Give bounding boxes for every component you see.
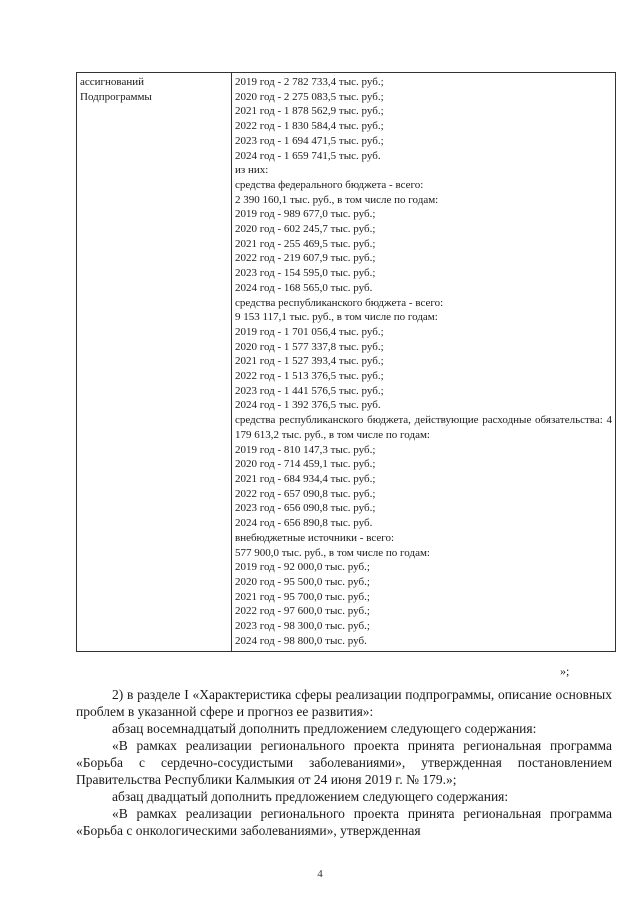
table-value-line: 2023 год - 1 441 576,5 тыс. руб.;	[235, 384, 384, 397]
table-value-line: 2020 год - 714 459,1 тыс. руб.;	[235, 458, 376, 471]
table-value-line: 2021 год - 1 527 393,4 тыс. руб.;	[235, 355, 384, 368]
table-value-line: 2021 год - 95 700,0 тыс. руб.;	[235, 590, 370, 603]
table-value-line: средства республиканского бюджета, действующие расходные обязательства: 4 179 613,2 тыс. руб., в том числе по годам:	[235, 414, 612, 441]
table-value-line: 2024 год - 1 392 376,5 тыс. руб.	[235, 399, 381, 412]
table-row	[77, 73, 616, 652]
table-value-line: 9 153 117,1 тыс. руб., в том числе по годам:	[235, 311, 438, 324]
table-value-line: 2022 год - 657 090,8 тыс. руб.;	[235, 487, 376, 500]
table-value-line: 2023 год - 154 595,0 тыс. руб.;	[235, 267, 376, 280]
table-value-line: 2021 год - 1 878 562,9 тыс. руб.;	[235, 105, 384, 118]
paragraph-instruction: абзац восемнадцатый дополнить предложением следующего содержания:	[112, 721, 537, 736]
table-value-line: 2019 год - 92 000,0 тыс. руб.;	[235, 561, 370, 574]
table-value-line: из них:	[235, 164, 269, 177]
table-value-line: 2 390 160,1 тыс. руб., в том числе по годам:	[235, 193, 439, 206]
table-value-line: 2019 год - 1 701 056,4 тыс. руб.;	[235, 325, 384, 338]
table-label-cell	[77, 73, 232, 652]
table-value-line: 2019 год - 2 782 733,4 тыс. руб.;	[235, 76, 384, 88]
table-value-line: 2024 год - 168 565,0 тыс. руб.	[235, 281, 373, 294]
table-label-line: ассигнований	[80, 76, 145, 88]
table-value-line: 2020 год - 2 275 083,5 тыс. руб.;	[235, 90, 384, 103]
table-value-line: 2024 год - 1 659 741,5 тыс. руб.	[235, 149, 381, 162]
table-label-line: Подпрограммы	[80, 90, 152, 103]
quote-close: »;	[560, 664, 570, 678]
paragraph-quote: «В рамках реализации регионального проекта принята региональная программа «Борьба с сердечно-сосудистыми заболеваниями», утвержденная постановлением Правительства Республики Калмыкия от 24 июня 2019 г. № 179.»;	[76, 738, 612, 787]
paragraph-section-heading: 2) в разделе I «Характеристика сферы реализации подпрограммы, описание основных проблем в указанной сфере и прогноз ее развития»:	[76, 687, 612, 719]
table-value-line: внебюджетные источники - всего:	[235, 531, 395, 544]
paragraph-instruction: абзац двадцатый дополнить предложением следующего содержания:	[112, 789, 509, 804]
table-value-line: средства республиканского бюджета - всего:	[235, 296, 444, 309]
budget-table	[76, 72, 616, 652]
table-value-line: 2020 год - 95 500,0 тыс. руб.;	[235, 575, 370, 588]
table-value-line: 2022 год - 219 607,9 тыс. руб.;	[235, 252, 376, 265]
table-value-line: 2023 год - 98 300,0 тыс. руб.;	[235, 620, 370, 633]
table-value-line: 2024 год - 98 800,0 тыс. руб.	[235, 634, 367, 647]
table-value-cell	[232, 73, 616, 652]
table-value-line: 2020 год - 1 577 337,8 тыс. руб.;	[235, 340, 384, 353]
table-value-line: 2021 год - 684 934,4 тыс. руб.;	[235, 472, 376, 485]
table-value-line: 2019 год - 989 677,0 тыс. руб.;	[235, 208, 376, 221]
table-value-line: 2022 год - 97 600,0 тыс. руб.;	[235, 605, 370, 618]
table-value-line: 2020 год - 602 245,7 тыс. руб.;	[235, 223, 376, 236]
table-value-line: 2019 год - 810 147,3 тыс. руб.;	[235, 443, 376, 456]
page-number: 4	[317, 868, 323, 880]
paragraph-quote: «В рамках реализации регионального проекта принята региональная программа «Борьба с онкологическими заболеваниями», утвержденная	[76, 806, 612, 838]
table-value-line: средства федерального бюджета - всего:	[235, 178, 424, 191]
body-text	[76, 686, 612, 839]
table-value-line: 2021 год - 255 469,5 тыс. руб.;	[235, 237, 376, 250]
table-value-line: 2022 год - 1 830 584,4 тыс. руб.;	[235, 120, 384, 133]
table-value-line: 2022 год - 1 513 376,5 тыс. руб.;	[235, 370, 384, 383]
table-value-line: 2023 год - 1 694 471,5 тыс. руб.;	[235, 134, 384, 147]
table-value-line: 577 900,0 тыс. руб., в том числе по годам:	[235, 546, 430, 559]
table-value-line: 2023 год - 656 090,8 тыс. руб.;	[235, 502, 376, 515]
table-value-line: 2024 год - 656 890,8 тыс. руб.	[235, 517, 373, 530]
